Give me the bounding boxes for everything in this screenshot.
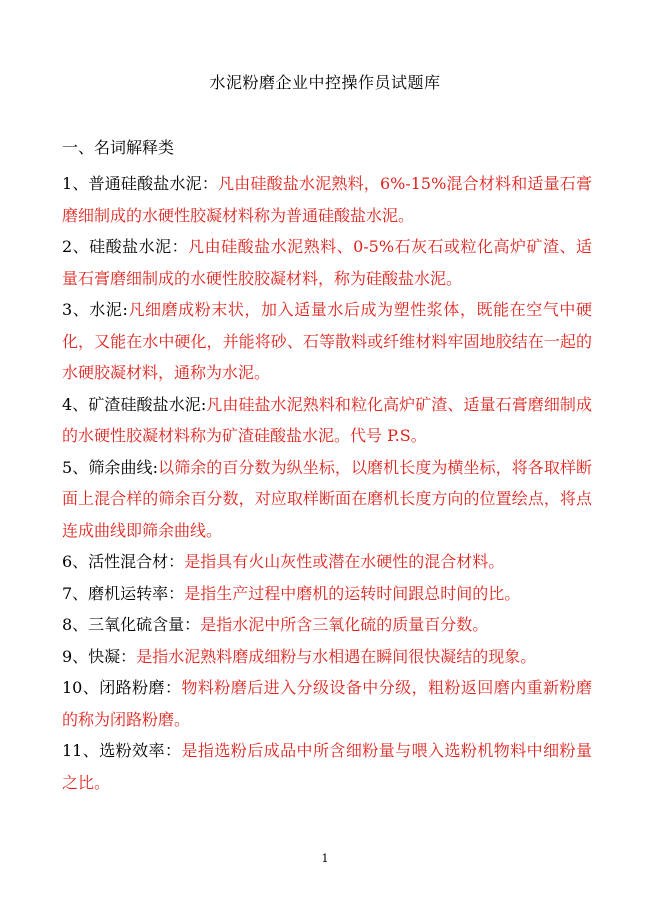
term-definition: 凡由硅酸盐水泥熟料，6%-15%混合材料和适量石膏磨细制成的水硬性胶凝材料称为普通硅酸盐水泥。 [62, 174, 592, 225]
term-item-4 [62, 389, 592, 452]
term-item-11 [62, 735, 592, 798]
term-definition: 以筛余的百分数为纵坐标，以磨机长度为横坐标，将各取样断面上混合样的筛余百分数，对应取样断面在磨机长度方向的位置绘点，将点连成曲线即筛余曲线。 [62, 457, 592, 540]
term-label: 1、普通硅酸盐水泥： [62, 174, 219, 193]
term-label: 9、快凝： [62, 646, 137, 666]
term-label: 3、水泥: [62, 300, 128, 319]
term-label: 6、活性混合材： [62, 552, 185, 571]
term-label: 7、磨机运转率： [62, 583, 185, 603]
term-label: 8、三氧化硫含量： [62, 615, 201, 634]
term-definition: 是指生产过程中磨机的运转时间跟总时间的比。 [184, 583, 521, 603]
term-definition: 是指水泥熟料磨成细粉与水相遇在瞬间很快凝结的现象。 [136, 646, 537, 666]
term-label: 11、选粉效率： [62, 741, 182, 760]
term-list [62, 168, 592, 798]
term-definition: 是指具有火山灰性或潜在水硬性的混合材料。 [184, 552, 505, 571]
term-definition: 是指选粉后成品中所含细粉量与喂入选粉机物料中细粉量之比。 [62, 741, 592, 792]
term-definition: 是指水泥中所含三氧化硫的质量百分数。 [200, 615, 489, 634]
term-definition: 物料粉磨后进入分级设备中分级，粗粉返回磨内重新粉磨的称为闭路粉磨。 [62, 678, 592, 729]
term-item-2 [62, 231, 592, 294]
term-item-7 [62, 578, 592, 610]
term-label: 10、闭路粉磨： [62, 678, 182, 697]
term-item-1 [62, 168, 592, 231]
section-heading: 一、名词解释类 [62, 138, 175, 157]
term-label: 5、筛余曲线: [62, 457, 159, 477]
term-definition: 凡细磨成粉末状，加入适量水后成为塑性浆体，既能在空气中硬化，又能在水中硬化，并能将砂、石等散料或纤维材料牢固地胶结在一起的水硬胶凝材料，通称为水泥。 [62, 300, 592, 382]
term-definition: 凡由硅酸盐水泥熟料、0-5%石灰石或粒化高炉矿渣、适量石膏磨细制成的水硬性胶胶凝材料，称为硅酸盐水泥。 [62, 237, 592, 288]
term-item-5 [62, 452, 592, 547]
term-item-9 [62, 641, 592, 673]
term-label: 2、硅酸盐水泥： [62, 237, 189, 256]
document-title: 水泥粉磨企业中控操作员试题库 [209, 73, 441, 92]
page-number: 1 [321, 852, 329, 865]
term-item-6 [62, 546, 592, 578]
term-definition: 凡由硅盐水泥熟料和粒化高炉矿渣、适量石膏磨细制成的水硬性胶凝材料称为矿渣硅酸盐水泥。代号 P.S。 [62, 394, 592, 445]
term-item-8 [62, 609, 592, 641]
term-label: 4、矿渣硅酸盐水泥: [62, 394, 207, 414]
term-item-3 [62, 294, 592, 389]
term-item-10 [62, 672, 592, 735]
